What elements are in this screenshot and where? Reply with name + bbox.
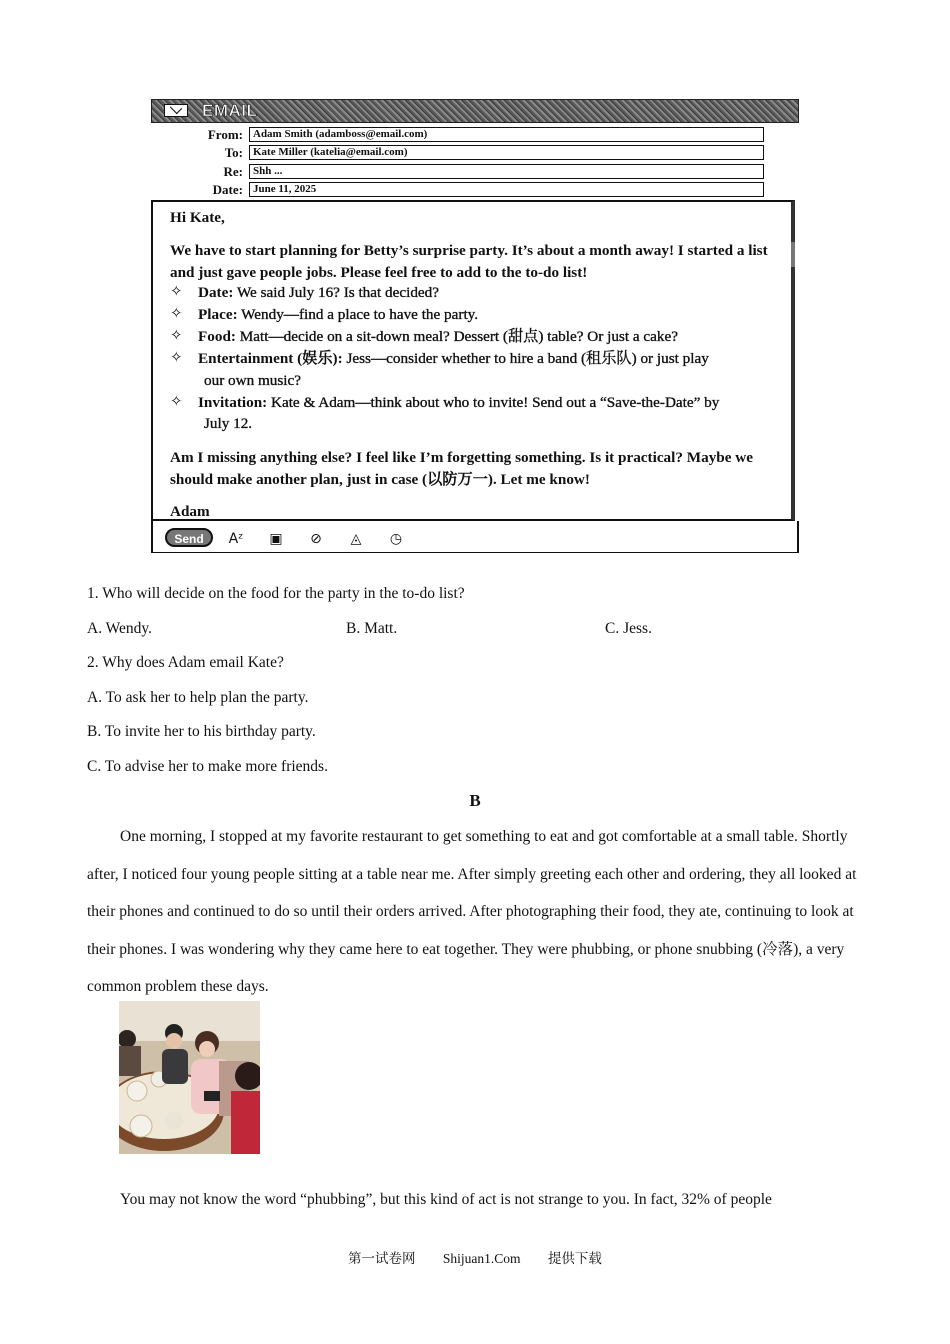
passage-paragraph-2: You may not know the word “phubbing”, but this kind of act is not strange to you. In fact, 32% of people [120,1191,772,1208]
re-label: Re: [223,164,243,179]
star-bullet-icon: ✧ [170,350,183,366]
todo-item-date [170,282,780,304]
q2-option-b: B. To invite her to his birthday party. [87,723,316,740]
restaurant-scene-image [119,1001,260,1154]
todo-label: Food: [198,328,236,345]
text-format-icon[interactable]: Aᶻ [228,531,244,547]
todo-item-entertainment [170,348,780,391]
todo-text: We said July 16? Is that decided? [233,284,440,301]
q1-option-c: C. Jess. [605,620,652,637]
envelope-icon [164,104,188,117]
email-toolbar [151,521,799,553]
q2-option-a: A. To ask her to help plan the party. [87,689,309,706]
todo-text: Wendy—find a place to have the party. [237,306,479,323]
question-2: 2. Why does Adam email Kate? [87,654,284,671]
to-field[interactable]: Kate Miller (katelia@email.com) [249,145,764,160]
email-paragraph-1: We have to start planning for Betty’s surprise party. It’s about a month away! I started a list and just gave people jobs. Please feel free to add to the to-do list! [170,242,768,281]
todo-label: Date: [198,284,234,301]
email-greeting: Hi Kate, [170,209,225,226]
image-icon[interactable]: ▣ [269,531,283,547]
todo-text: Kate & Adam—think about who to invite! Send out a “Save-the-Date” by [267,393,720,411]
footer-download: 提供下载 [547,1251,602,1266]
todo-list [170,282,780,435]
todo-label: Entertainment (娱乐): [198,350,343,367]
page-footer [0,1247,950,1267]
todo-label: Place: [198,306,238,323]
footer-site-cn: 第一试卷网 [348,1251,416,1266]
star-bullet-icon: ✧ [170,284,183,300]
star-bullet-icon: ✧ [170,306,183,322]
drive-icon[interactable]: ◬ [350,531,362,547]
todo-label: Invitation: [198,393,268,411]
clock-icon[interactable]: ◷ [389,531,403,547]
todo-item-place [170,304,780,326]
section-title-b: B [469,791,481,810]
email-signature: Adam [170,503,210,520]
attach-icon[interactable]: ⊘ [310,531,322,547]
passage-paragraph-1: One morning, I stopped at my favorite restaurant to get something to eat and got comfortable at a small table. Shortly after, I noticed four young people sitting at a table near me. After simply greeting each other and ordering, they all looked at their phones and continued to do so until their orders arrived. After photographing their food, they ate, continuing to look at their phones. I was wondering why they came here to eat together. They were phubbing, or phone snubbing (冷落), a very common problem these days. [87,828,857,995]
todo-text-continued: July 12. [204,415,253,432]
from-label: From: [207,127,243,142]
question-1: 1. Who will decide on the food for the party in the to-do list? [87,585,465,602]
star-bullet-icon: ✧ [170,328,183,344]
date-row [151,182,799,198]
scrollbar-thumb[interactable] [791,242,795,267]
todo-item-food [170,326,780,348]
email-figure [151,99,799,555]
send-button[interactable]: Send [165,528,213,547]
todo-text-continued: our own music? [204,371,302,389]
phubbing-photo [119,1001,260,1154]
footer-site-link[interactable]: Shijuan1.Com [442,1251,521,1266]
to-label: To: [224,145,243,160]
email-body[interactable] [151,200,795,521]
re-field[interactable]: Shh ... [249,164,764,179]
date-field[interactable]: June 11, 2025 [249,182,764,197]
q2-option-c: C. To advise her to make more friends. [87,758,328,775]
todo-text: Matt—decide on a sit-down meal? Dessert (甜点) table? Or just a cake? [235,328,678,345]
q1-option-b: B. Matt. [346,620,398,637]
email-titlebar [151,99,799,123]
q1-option-a: A. Wendy. [87,620,153,637]
email-paragraph-2: Am I missing anything else? I feel like I’m forgetting something. Is it practical? Maybe we should make another plan, just in case (以防万一). Let me know! [170,449,753,488]
re-row [151,164,799,180]
todo-item-invitation [170,392,780,435]
star-bullet-icon: ✧ [170,393,183,410]
todo-text: Jess—consider whether to hire a band (租乐队) or just play [342,350,709,367]
email-title: EMAIL [202,101,258,120]
to-row [151,145,799,161]
date-label: Date: [212,182,243,197]
from-row [151,127,799,143]
from-field[interactable]: Adam Smith (adamboss@email.com) [249,127,764,142]
